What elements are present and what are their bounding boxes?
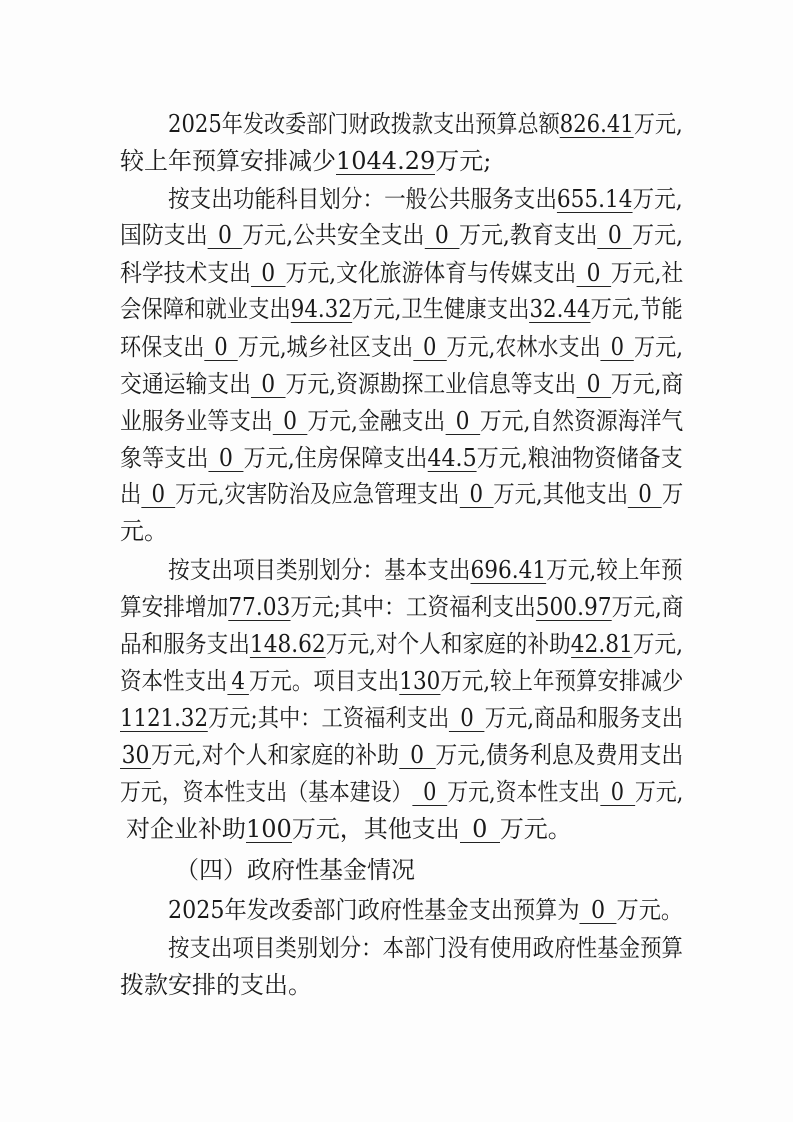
text-run: 较上年预算安排减少 xyxy=(120,147,336,175)
text-run: 拨款安排的支出。 xyxy=(120,971,312,999)
text-run: 象等支出 xyxy=(120,444,209,472)
amount-value: 826.41 xyxy=(559,110,634,138)
text-line xyxy=(120,367,683,401)
text-run: 万元; xyxy=(435,147,492,175)
text-line xyxy=(168,182,683,216)
text-run: 科学技术支出 xyxy=(120,259,251,287)
amount-value: 0 xyxy=(204,334,237,361)
amount-value: 100 xyxy=(246,815,292,843)
amount-value: 148.62 xyxy=(249,630,326,658)
text-run: 算安排增加 xyxy=(120,593,229,621)
text-run: 对企业补助 xyxy=(126,815,246,843)
text-run: 万元,住房保障支出 xyxy=(243,444,428,472)
text-line xyxy=(168,931,683,965)
text-run: 万元, xyxy=(632,185,683,213)
text-run: 万元, xyxy=(634,333,683,361)
text-run: 业服务业等支出 xyxy=(120,407,273,435)
amount-value: 0 xyxy=(445,408,480,435)
text-run: 万元,其他支出 xyxy=(493,480,629,508)
text-line xyxy=(168,107,683,141)
text-line xyxy=(120,701,683,735)
text-run: 按支出功能科目划分：一般公共服务支出 xyxy=(168,185,557,213)
text-line xyxy=(120,664,683,698)
amount-value: 0 xyxy=(580,897,617,924)
amount-value: 0 xyxy=(273,408,308,435)
amount-value: 500.97 xyxy=(535,593,612,621)
amount-value: 0 xyxy=(576,260,611,287)
text-line xyxy=(175,853,415,887)
text-run: 万元,灾害防治及应急管理支出 xyxy=(175,480,460,508)
text-line xyxy=(168,553,683,587)
text-run: 万 xyxy=(661,480,684,508)
text-line xyxy=(120,738,683,772)
text-line xyxy=(120,968,312,1002)
text-run: 万元。 xyxy=(616,896,684,924)
amount-value: 0 xyxy=(597,222,632,249)
amount-value: 44.5 xyxy=(427,444,477,472)
text-run: 万元，资本性支出（基本建设） xyxy=(120,778,413,806)
text-run: 2025年发改委部门财政拨款支出预算总额 xyxy=(168,110,560,138)
text-run: 万元,城乡社区支出 xyxy=(237,333,414,361)
amount-value: 77.03 xyxy=(228,593,291,621)
text-run: 品和服务支出 xyxy=(120,630,250,658)
text-line xyxy=(120,627,683,661)
text-run: 万元,卫生健康支出 xyxy=(351,295,530,323)
text-run: 万元,债务利息及费用支出 xyxy=(435,741,684,769)
text-run: 万元;其中：工资福利支出 xyxy=(290,593,536,621)
amount-value: 0 xyxy=(449,705,484,732)
text-run: 万元。项目支出 xyxy=(248,667,400,695)
text-run: 万元,商品和服务支出 xyxy=(484,704,683,732)
amount-value: 0 xyxy=(399,742,436,769)
text-run: 2025年发改委部门政府性基金支出预算为 xyxy=(168,896,580,924)
text-run: 万元,较上年预算安排减少 xyxy=(440,667,684,695)
text-run: 万元,节能 xyxy=(590,295,683,323)
amount-value: 0 xyxy=(601,334,634,361)
amount-value: 0 xyxy=(208,445,243,472)
amount-value: 0 xyxy=(141,481,175,508)
text-line xyxy=(120,590,683,624)
text-line xyxy=(120,330,683,364)
amount-value: 696.41 xyxy=(470,556,547,584)
text-run: 环保支出 xyxy=(120,333,205,361)
amount-value: 32.44 xyxy=(529,295,591,323)
amount-value: 94.32 xyxy=(290,295,352,323)
amount-value: 655.14 xyxy=(556,185,633,213)
text-run: 万元,公共安全支出 xyxy=(242,221,425,249)
text-line xyxy=(120,144,491,178)
amount-value: 42.81 xyxy=(570,630,633,658)
text-run: 万元,文化旅游体育与传媒支出 xyxy=(285,259,577,287)
text-run: 万元,自然资源海洋气 xyxy=(479,407,684,435)
amount-value: 0 xyxy=(424,222,459,249)
text-run: 万元，其他支出 xyxy=(291,815,460,843)
text-run: 万元,较上年预 xyxy=(546,556,683,584)
amount-value: 130 xyxy=(399,667,441,695)
text-line xyxy=(120,404,683,438)
amount-value: 1044.29 xyxy=(336,147,436,175)
amount-value: 0 xyxy=(459,481,493,508)
text-run: 万元,商 xyxy=(611,593,684,621)
text-run: 万元,商 xyxy=(610,370,684,398)
amount-value: 30 xyxy=(121,741,150,769)
text-run: 国防支出 xyxy=(120,221,208,249)
text-run: 资本性支出 xyxy=(120,667,228,695)
text-line xyxy=(120,477,683,511)
text-run: 万元,社 xyxy=(610,259,684,287)
text-line xyxy=(120,218,683,252)
amount-value: 0 xyxy=(460,816,500,843)
amount-value: 0 xyxy=(208,222,243,249)
amount-value: 1121.32 xyxy=(120,704,208,732)
amount-value: 0 xyxy=(600,779,635,806)
text-run: 万元, xyxy=(632,630,683,658)
text-run: 万元, xyxy=(632,221,683,249)
text-line xyxy=(120,292,683,326)
text-run: 按支出项目类别划分：基本支出 xyxy=(168,556,471,584)
text-run: 万元。 xyxy=(499,815,572,843)
text-run: 万元,资源勘探工业信息等支出 xyxy=(285,370,577,398)
text-run: 万元,粮油物资储备支 xyxy=(476,444,683,472)
text-run: （四）政府性基金情况 xyxy=(175,856,415,884)
text-run: 万元,农林水支出 xyxy=(446,333,601,361)
text-run: 万元;其中：工资福利支出 xyxy=(207,704,450,732)
text-run: 万元,对个人和家庭的补助 xyxy=(151,741,399,769)
amount-value: 0 xyxy=(251,371,286,398)
text-run: 万元,资本性支出 xyxy=(447,778,601,806)
amount-value: 0 xyxy=(628,481,662,508)
text-run: 按支出项目类别划分：本部门没有使用政府性基金预算 xyxy=(168,934,684,962)
text-line xyxy=(126,812,572,846)
text-run: 万元,教育支出 xyxy=(459,221,598,249)
text-line xyxy=(120,256,683,290)
text-run: 万元, xyxy=(633,110,683,138)
text-line xyxy=(168,893,683,927)
text-run: 万元,对个人和家庭的补助 xyxy=(325,630,571,658)
text-line xyxy=(120,441,683,475)
text-run: 交通运输支出 xyxy=(120,370,251,398)
text-run: 出 xyxy=(120,480,142,508)
amount-value: 0 xyxy=(413,334,446,361)
text-run: 元。 xyxy=(120,517,168,545)
text-line xyxy=(120,514,168,548)
amount-value: 4 xyxy=(227,668,248,695)
amount-value: 0 xyxy=(412,779,447,806)
text-run: 万元,金融支出 xyxy=(307,407,446,435)
text-line xyxy=(120,775,683,809)
text-run: 会保障和就业支出 xyxy=(120,295,291,323)
amount-value: 0 xyxy=(576,371,611,398)
text-run: 万元, xyxy=(634,778,684,806)
amount-value: 0 xyxy=(251,260,286,287)
